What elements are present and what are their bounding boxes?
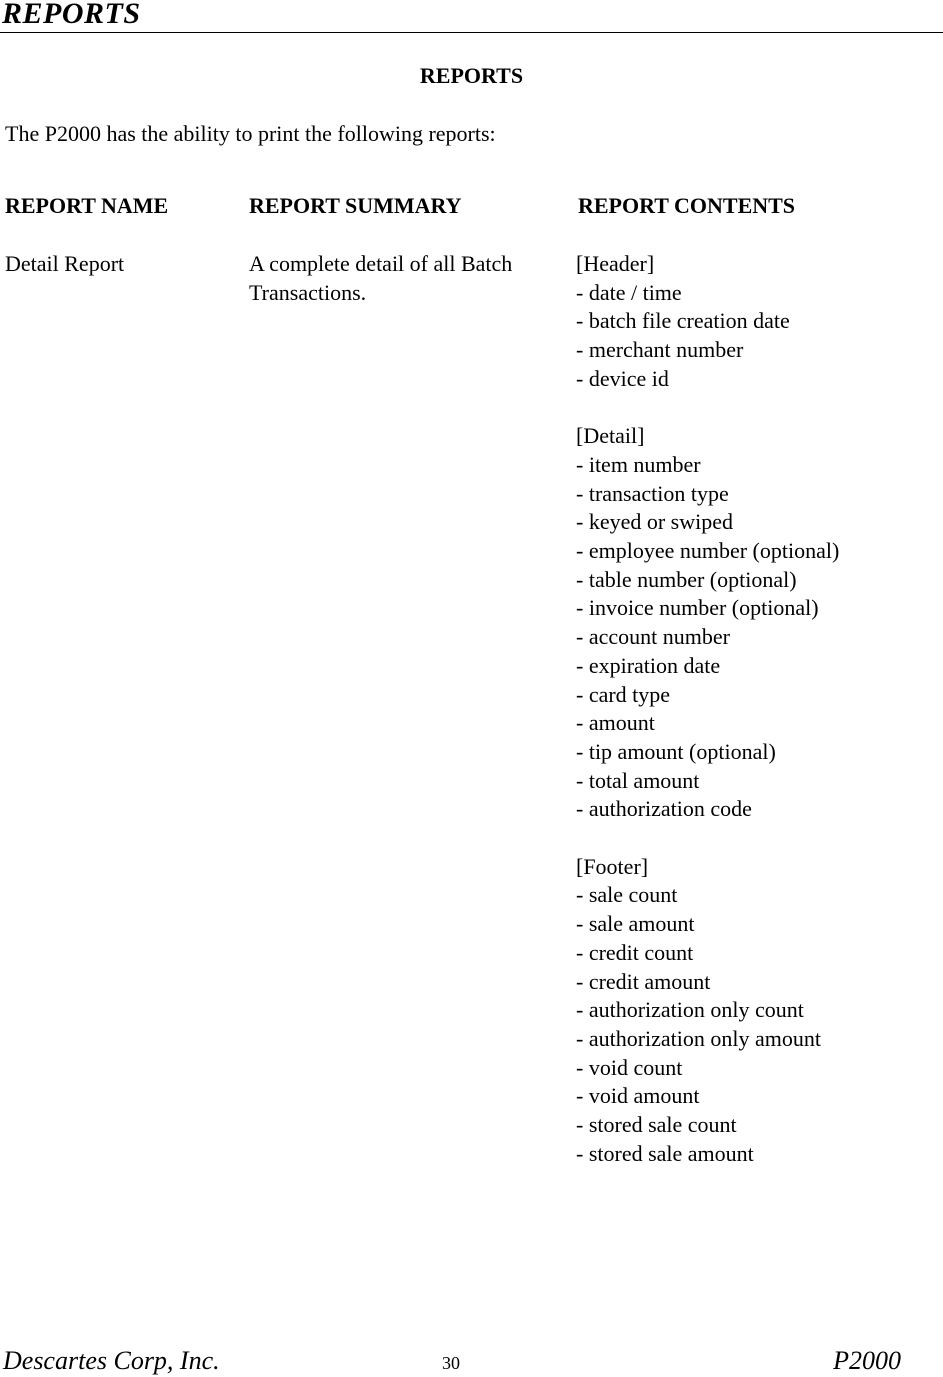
contents-item: - authorization code: [576, 796, 752, 822]
contents-item: - keyed or swiped: [576, 509, 734, 535]
contents-item: - batch file creation date: [576, 308, 790, 334]
contents-item: - stored sale count: [576, 1112, 737, 1138]
contents-item: - tip amount (optional): [576, 738, 776, 764]
contents-item: - credit amount: [576, 968, 711, 994]
contents-item: - table number (optional): [576, 566, 797, 592]
running-header-title: REPORTS: [2, 0, 141, 30]
column-heading-report-contents: REPORT CONTENTS: [578, 193, 796, 218]
contents-group-heading: [Detail]: [576, 423, 645, 449]
contents-item: - sale count: [576, 882, 678, 908]
contents-item: - sale amount: [576, 911, 695, 937]
contents-item: - item number: [576, 451, 701, 477]
contents-item: - expiration date: [576, 652, 721, 678]
column-heading-report-name: REPORT NAME: [5, 193, 169, 218]
contents-item: - date / time: [576, 279, 682, 305]
contents-group-heading: [Footer]: [576, 853, 649, 879]
contents-item: - device id: [576, 365, 669, 391]
contents-item: - merchant number: [576, 337, 744, 363]
column-heading-report-summary: REPORT SUMMARY: [249, 193, 462, 218]
footer-company-name: Descartes Corp, Inc.: [3, 1346, 220, 1375]
contents-group-footer: [576, 853, 936, 1169]
contents-item: - transaction type: [576, 480, 729, 506]
report-summary-line: A complete detail of all Batch: [249, 251, 513, 276]
intro-paragraph: The P2000 has the ability to print the following reports:: [5, 121, 496, 146]
contents-item: - total amount: [576, 767, 700, 793]
report-name: Detail Report: [5, 251, 125, 276]
footer-page-number: 30: [442, 1353, 460, 1373]
contents-item: - account number: [576, 624, 730, 650]
header-rule: [0, 32, 943, 33]
contents-item: - amount: [576, 710, 655, 736]
report-contents: [576, 250, 936, 1168]
contents-group-detail: [576, 422, 936, 824]
contents-item: - authorization only count: [576, 997, 804, 1023]
contents-group-header: [576, 250, 936, 394]
contents-group-heading: [Header]: [576, 251, 655, 276]
contents-item: - invoice number (optional): [576, 595, 819, 621]
contents-item: - card type: [576, 681, 671, 707]
section-title: REPORTS: [419, 63, 524, 88]
footer-product-name: P2000: [833, 1346, 901, 1375]
report-summary-line: Transactions.: [249, 279, 367, 305]
contents-item: - void amount: [576, 1083, 700, 1109]
contents-item: - credit count: [576, 939, 694, 965]
contents-item: - stored sale amount: [576, 1140, 754, 1166]
report-summary: [249, 250, 559, 307]
contents-item: - employee number (optional): [576, 538, 840, 564]
contents-item: - authorization only amount: [576, 1025, 821, 1051]
contents-item: - void count: [576, 1054, 683, 1080]
